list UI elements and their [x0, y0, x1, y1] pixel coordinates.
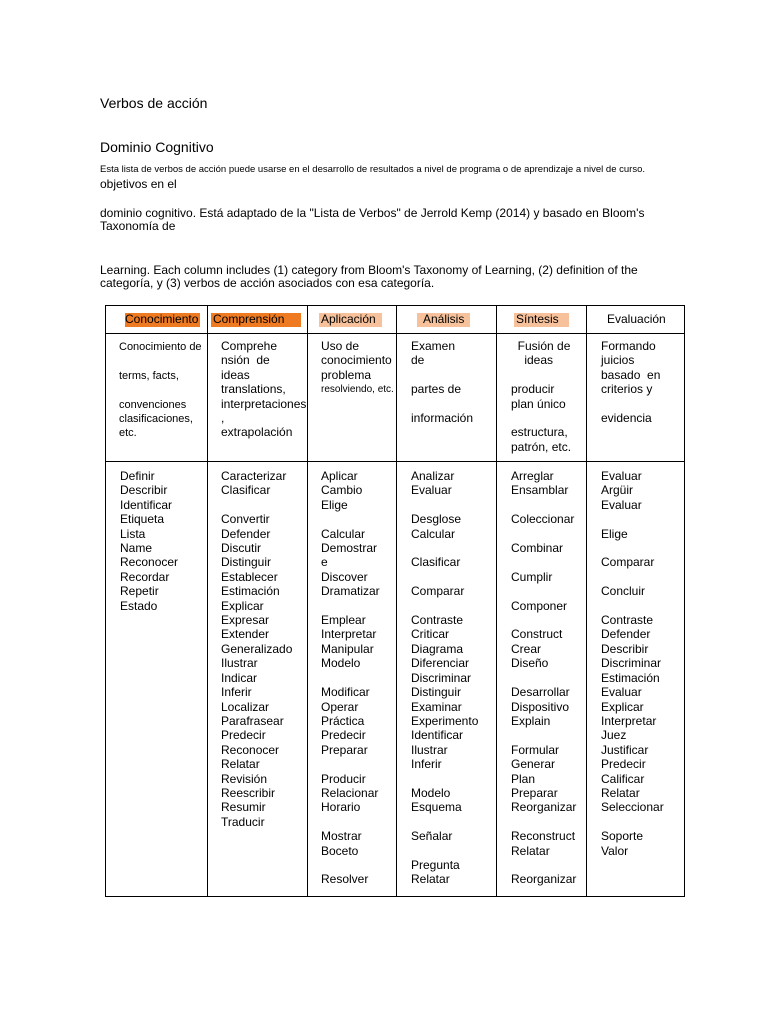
verbs-aplicacion: Aplicar Cambio Elige Calcular Demostrar e Discover Dramatizar Emplear Interpretar Manipular Modelo Modificar Operar Práctica Predecir Preparar Producir Relacionar Horario Mostrar Boceto Resolver [321, 469, 380, 887]
intro-line-3: dominio cognitivo. Está adaptado de la "Lista de Verbos" de Jerrold Kemp (2014) y basado en Bloom's [100, 206, 645, 220]
header-sintesis: Síntesis [516, 312, 559, 326]
column-divider [207, 305, 208, 897]
column-divider [496, 305, 497, 897]
definition-aplicacion: Uso de conocimiento problema [321, 339, 392, 382]
header-evaluacion: Evaluación [607, 312, 666, 326]
header-conocimiento: Conocimiento [125, 312, 199, 326]
header-analisis: Análisis [423, 312, 465, 326]
header-aplicacion: Aplicación [321, 312, 376, 326]
definition-analisis: Examen de partes de información [411, 339, 474, 426]
intro-line-5: Learning. Each column includes (1) category from Bloom's Taxonomy of Learning, (2) definition of the [100, 263, 638, 277]
verbs-analisis: Analizar Evaluar Desglose Calcular Clasificar Comparar Contraste Criticar Diagrama Diferenciar Discriminar Distinguir Examinar Experimento Identificar Ilustrar Inferir Modelo Esquema Señalar Pregunta Relatar [411, 469, 479, 887]
intro-line-6: categoría, y (3) verbos de acción asociados con esa categoría. [100, 276, 435, 290]
intro-line-4: Taxonomía de [100, 219, 176, 233]
intro-line-2: objetivos en el [100, 177, 177, 191]
page-subtitle: Dominio Cognitivo [100, 139, 214, 155]
definition-conocimiento: Conocimiento de terms, facts, convenciones clasificaciones, etc. [119, 341, 202, 440]
intro-small-text: Esta lista de verbos de acción puede usarse en el desarrollo de resultados a nivel de programa o de aprendizaje a nivel de curso. [100, 164, 645, 175]
column-divider [586, 305, 587, 897]
row-divider [105, 333, 685, 334]
verbs-comprension: Caracterizar Clasificar Convertir Defender Discutir Distinguir Establecer Estimación Explicar Expresar Extender Generalizado Ilustrar Indicar Inferir Localizar Parafrasear Predecir Reconocer Relatar Revisión Reescribir Resumir Traducir [221, 469, 293, 829]
page-title: Verbos de acción [100, 95, 208, 111]
column-divider [396, 305, 397, 897]
definition-evaluacion: Formando juicios basado en criterios y evidencia [601, 339, 661, 426]
definition-comprension: Comprehe nsión de ideas translations, interpretaciones , extrapolación [221, 339, 307, 440]
column-divider [307, 305, 308, 897]
row-divider [105, 461, 685, 462]
definition-aplicacion-extra: resolviendo, etc. [321, 384, 394, 395]
header-comprension: Comprensión [213, 312, 285, 326]
verbs-evaluacion: Evaluar Argüir Evaluar Elige Comparar Concluir Contraste Defender Describir Discriminar Estimación Evaluar Explicar Interpretar Juez Justificar Predecir Calificar Relatar Seleccionar Soporte Valor [601, 469, 664, 858]
verbs-conocimiento: Definir Describir Identificar Etiqueta Lista Name Reconocer Recordar Repetir Estado [120, 469, 179, 613]
definition-sintesis: Fusión de ideas producir plan único estructura, patrón, etc. [511, 339, 572, 454]
verbs-sintesis: Arreglar Ensamblar Coleccionar Combinar Cumplir Componer Construct Crear Diseño Desarrollar Dispositivo Explain Formular Generar Plan Preparar Reorganizar Reconstruct Relatar Reorganizar [511, 469, 577, 887]
